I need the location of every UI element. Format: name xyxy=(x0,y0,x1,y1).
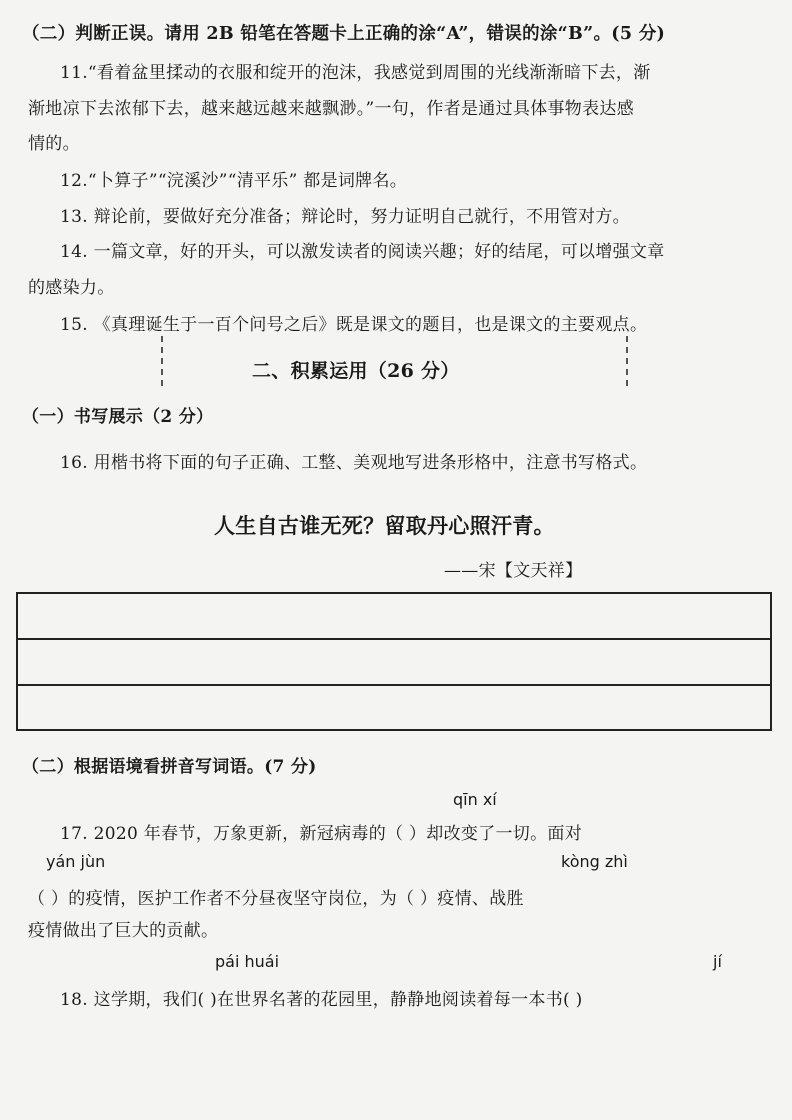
pinyin-yanjun: yán jùn xyxy=(46,852,106,871)
q14-line1: 14. 一篇文章，好的开头，可以激发读者的阅读兴趣；好的结尾，可以增强文章 xyxy=(60,242,665,262)
binding-mark-left xyxy=(161,336,163,386)
q16: 16. 用楷书将下面的句子正确、工整、美观地写进条形格中，注意书写格式。 xyxy=(60,453,648,473)
writing-grid-rule xyxy=(18,638,770,640)
q11-line3: 情的。 xyxy=(28,134,80,154)
pinyin-qinxi: qīn xí xyxy=(453,790,497,809)
part2-title: 二、积累运用（26 分） xyxy=(252,360,460,382)
section-writing-header: （一）书写展示（2 分） xyxy=(22,407,214,427)
q17-line2: （ ）的疫情，医护工作者不分昼夜坚守岗位，为（ ）疫情、战胜 xyxy=(28,889,524,909)
binding-mark-right xyxy=(626,336,628,386)
pinyin-kongzhi: kòng zhì xyxy=(561,852,628,871)
q11-line2: 渐地凉下去浓郁下去，越来越远越来越飘渺。”一句，作者是通过具体事物表达感 xyxy=(28,99,634,119)
q12: 12.“卜算子”“浣溪沙”“清平乐” 都是词牌名。 xyxy=(60,171,408,191)
q13: 13. 辩论前，要做好充分准备；辩论时，努力证明自己就行，不用管对方。 xyxy=(60,207,630,227)
q14-line2: 的感染力。 xyxy=(28,278,115,298)
q15: 15. 《真理诞生于一百个问号之后》既是课文的题目，也是课文的主要观点。 xyxy=(60,315,648,335)
q17-line1: 17. 2020 年春节，万象更新，新冠病毒的（ ）却改变了一切。面对 xyxy=(60,824,583,844)
poem-line: 人生自古谁无死？留取丹心照汗青。 xyxy=(214,513,555,538)
poem-attribution: ——宋【文天祥】 xyxy=(444,561,583,581)
writing-grid-rule xyxy=(18,684,770,686)
writing-grid[interactable] xyxy=(16,592,772,731)
q18-line1: 18. 这学期，我们( )在世界名著的花园里，静静地阅读着每一本书( ) xyxy=(60,990,583,1010)
section-judge-header: （二）判断正误。请用 2B 铅笔在答题卡上正确的涂“A”，错误的涂“B”。(5 分) xyxy=(22,24,666,44)
pinyin-paihuai: pái huái xyxy=(215,952,280,971)
q17-line3: 疫情做出了巨大的贡献。 xyxy=(28,921,219,941)
q11-line1: 11.“看着盆里揉动的衣服和绽开的泡沫，我感觉到周围的光线渐渐暗下去，渐 xyxy=(60,63,651,83)
pinyin-ji: jí xyxy=(713,952,722,971)
section-pinyin-header: （二）根据语境看拼音写词语。(7 分) xyxy=(22,757,317,777)
